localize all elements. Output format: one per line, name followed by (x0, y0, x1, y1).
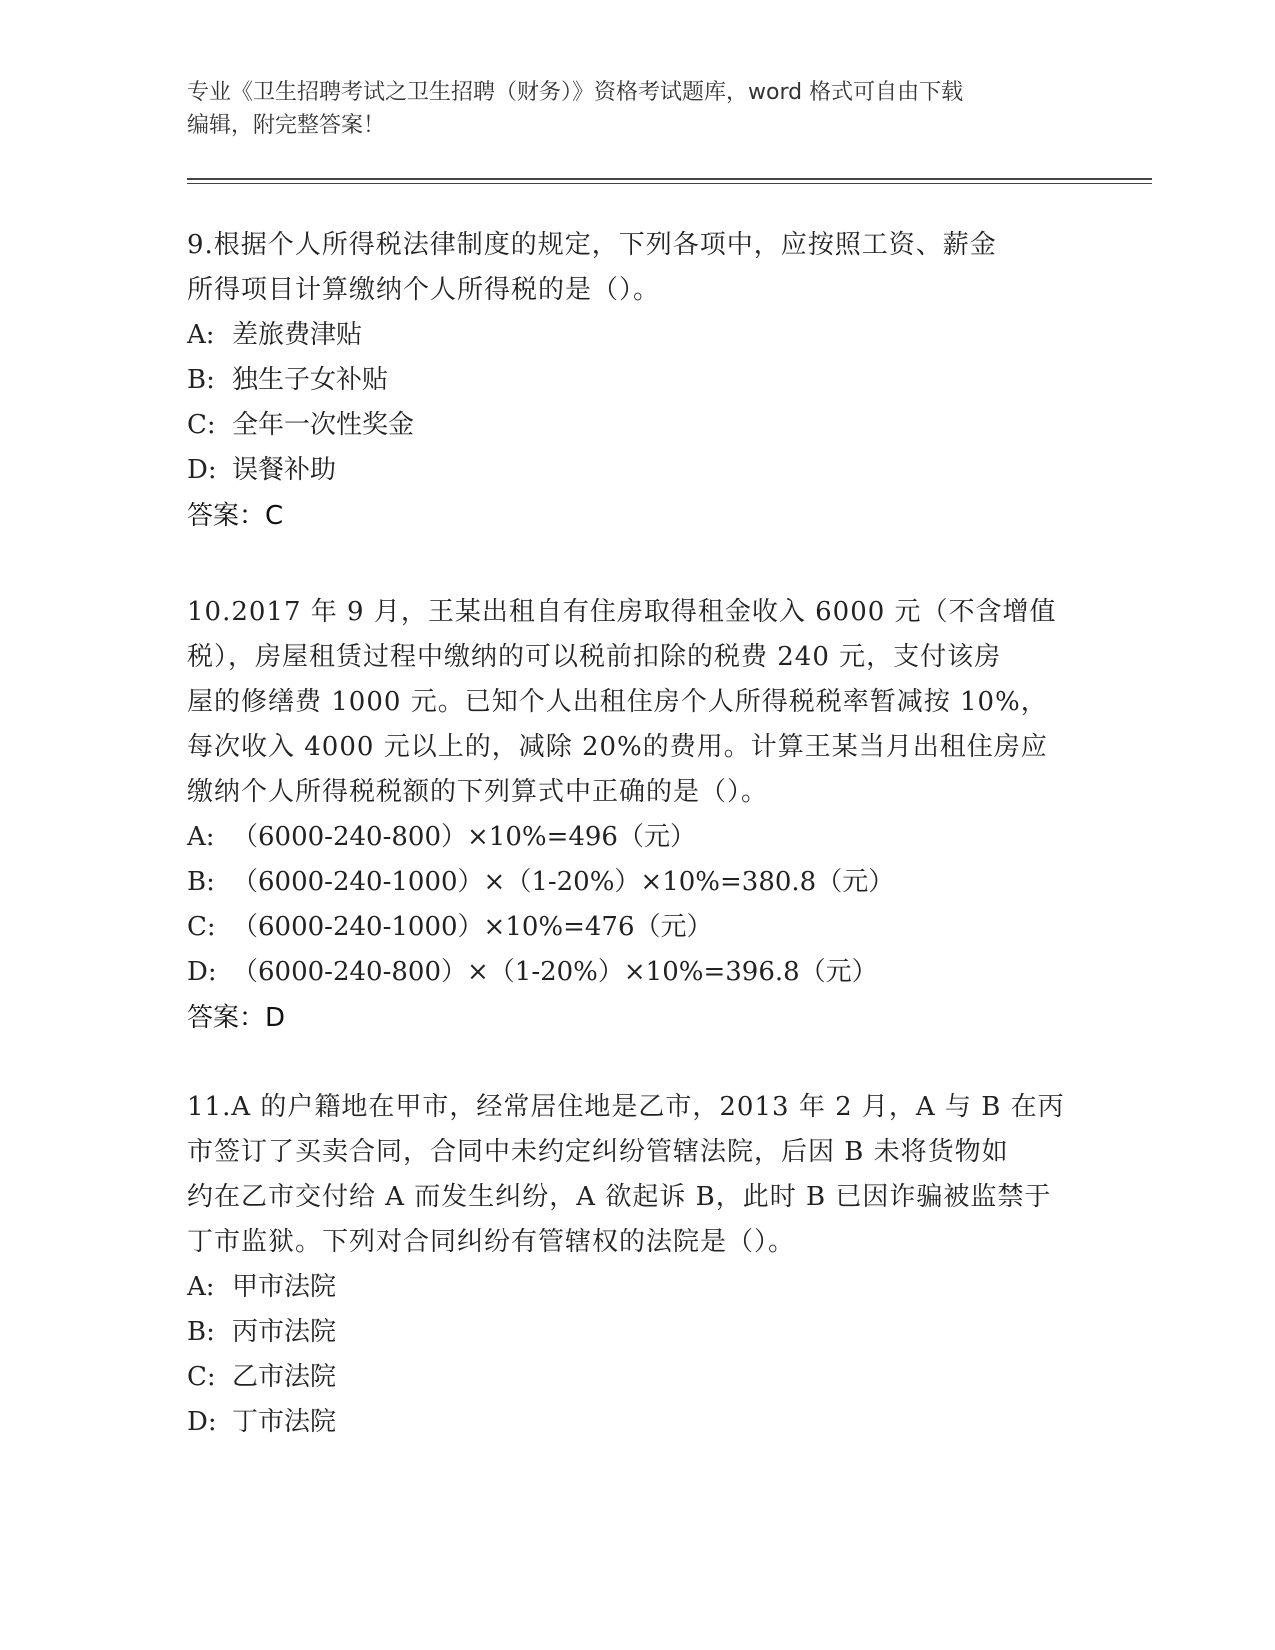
option-text: （6000-240-800）×（1-20%）×10%=396.8（元） (232, 957, 878, 987)
header-line: 编辑，附完整答案！ (187, 113, 386, 138)
question-9 (187, 223, 1087, 539)
stem-line: 屋的修缮费 1000 元。已知个人出租住房个人所得税税率暂减按 10%， (187, 687, 1048, 717)
option-a (187, 1265, 1087, 1310)
document-header (187, 76, 1067, 142)
stem-line: 每次收入 4000 元以上的，减除 20%的费用。计算王某当月出租住房应 (187, 732, 1048, 762)
header-line: 专业《卫生招聘考试之卫生招聘（财务）》资格考试题库，word 格式可自由下载 (187, 80, 964, 105)
stem-line: 9.根据个人所得税法律制度的规定，下列各项中，应按照工资、薪金 (187, 230, 997, 260)
answer-label: 答案：D (187, 1003, 286, 1033)
stem-line: 10.2017 年 9 月，王某出租自有住房取得租金收入 6000 元（不含增值 (187, 597, 1057, 627)
option-c (187, 403, 1087, 448)
stem-line: 11.A 的户籍地在甲市，经常居住地是乙市，2013 年 2 月，A 与 B 在丙 (187, 1092, 1065, 1122)
option-letter: A: (187, 822, 215, 852)
answer-label: 答案：C (187, 501, 284, 531)
question-stem (187, 1085, 1087, 1265)
option-letter: A: (187, 320, 215, 350)
stem-line: 市签订了买卖合同，合同中未约定纠纷管辖法院，后因 B 未将货物如 (187, 1137, 1009, 1167)
stem-line: 丁市监狱。下列对合同纠纷有管辖权的法院是（）。 (187, 1227, 796, 1257)
option-text: 差旅费津贴 (232, 320, 363, 350)
question-stem (187, 590, 1087, 815)
stem-line: 所得项目计算缴纳个人所得税的是（）。 (187, 275, 661, 305)
header-divider (187, 183, 1152, 184)
option-letter: D: (187, 455, 217, 485)
option-c (187, 905, 1087, 950)
option-text: 全年一次性奖金 (232, 410, 415, 440)
option-text: 甲市法院 (232, 1272, 337, 1302)
option-b (187, 358, 1087, 403)
option-letter: C: (187, 912, 216, 942)
option-a (187, 313, 1087, 358)
option-a (187, 815, 1087, 860)
option-text: （6000-240-1000）×（1-20%）×10%=380.8（元） (232, 867, 895, 897)
stem-line: 缴纳个人所得税税额的下列算式中正确的是（）。 (187, 777, 769, 807)
option-letter: D: (187, 957, 217, 987)
option-c (187, 1355, 1087, 1400)
question-stem (187, 223, 1087, 313)
stem-line: 约在乙市交付给 A 而发生纠纷，A 欲起诉 B，此时 B 已因诈骗被监禁于 (187, 1182, 1052, 1212)
option-letter: D: (187, 1407, 217, 1437)
stem-line: 税），房屋租赁过程中缴纳的可以税前扣除的税费 240 元，支付该房 (187, 642, 1002, 672)
option-text: （6000-240-1000）×10%=476（元） (232, 912, 713, 942)
option-text: 乙市法院 (232, 1362, 337, 1392)
option-b (187, 860, 1087, 905)
question-11 (187, 1085, 1087, 1445)
option-text: 丙市法院 (232, 1317, 337, 1347)
option-letter: B: (187, 867, 215, 897)
option-letter: C: (187, 1362, 216, 1392)
option-b (187, 1310, 1087, 1355)
option-text: 误餐补助 (232, 455, 337, 485)
option-letter: A: (187, 1272, 215, 1302)
header-divider (187, 178, 1152, 180)
question-10 (187, 590, 1087, 1041)
option-letter: C: (187, 410, 216, 440)
option-d (187, 950, 1087, 995)
option-d (187, 448, 1087, 493)
option-d (187, 1400, 1087, 1445)
option-text: 丁市法院 (232, 1407, 337, 1437)
option-text: （6000-240-800）×10%=496（元） (232, 822, 696, 852)
option-letter: B: (187, 1317, 215, 1347)
option-letter: B: (187, 365, 215, 395)
option-text: 独生子女补贴 (232, 365, 389, 395)
